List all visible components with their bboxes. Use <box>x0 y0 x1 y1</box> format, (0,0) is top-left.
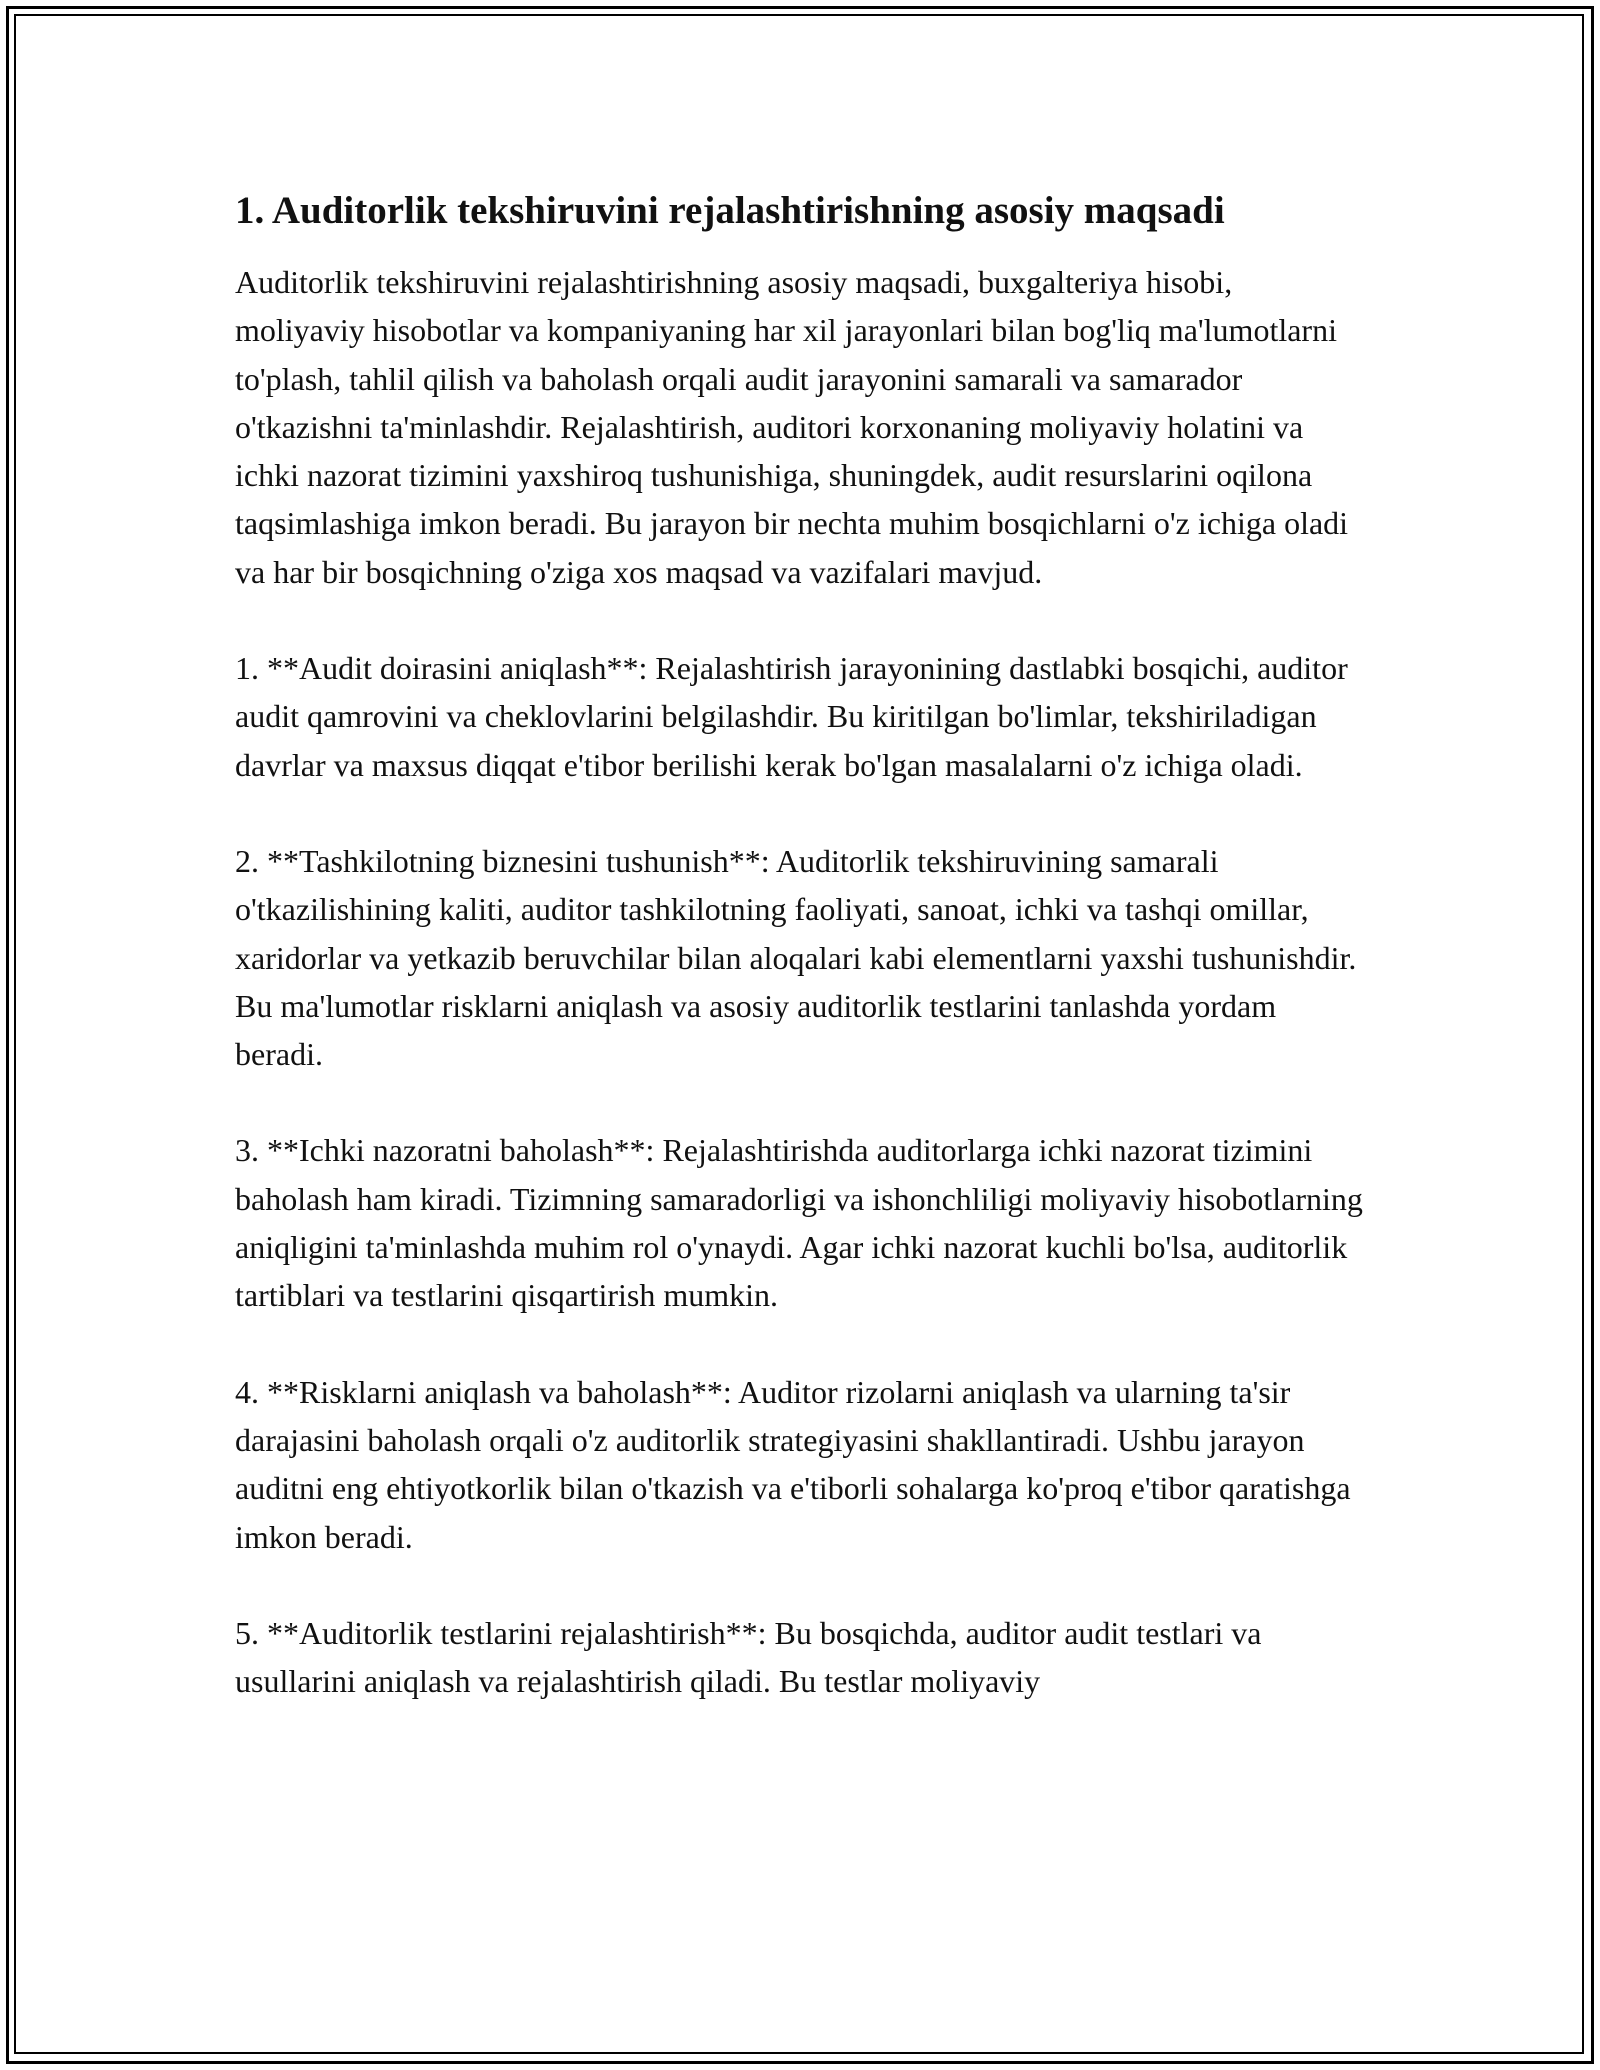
list-item-internal-control: 3. **Ichki nazoratni baholash**: Rejalashtirishda auditorlarga ichki nazorat tizimini baholash ham kiradi. Tizimning samaradorligi va ishonchliligi moliyaviy hisobotlarning aniqligini ta'minlashda muhim rol o'ynaydi. Agar ichki nazorat kuchli bo'lsa, auditorlik tartiblari va testlarini qisqartirish mumkin. <box>235 1132 1363 1314</box>
list-item-audit-testing: 5. **Auditorlik testlarini rejalashtirish**: Bu bosqichda, auditor audit testlari va usullarini aniqlash va rejalashtirish qiladi. Bu testlar moliyaviy <box>235 1614 1262 1700</box>
intro-paragraph: Auditorlik tekshiruvini rejalashtirishning asosiy maqsadi, buxgalteriya hisobi, moliyaviy hisobotlar va kompaniyaning har xil jarayonlari bilan bog'liq ma'lumotlarni to'plash, tahlil qilish va baholash orqali audit jarayonini samarali va samarador o'tkazishni ta'minlashdir. Rejalashtirish, auditori korxonaning moliyaviy holatini va ichki nazorat tizimini yaxshiroq tushunishiga, shuningdek, audit resurslarini oqilona taqsimlashiga imkon beradi. Bu jarayon bir nechta muhim bosqichlarni o'z ichiga oladi va har bir bosqichning o'ziga xos maqsad va vazifalari mavjud. <box>235 264 1349 590</box>
section-heading: 1. Auditorlik tekshiruvini rejalashtirishning asosiy maqsadi <box>235 189 1225 232</box>
document-body <box>235 186 1365 1753</box>
list-item-audit-scope: 1. **Audit doirasini aniqlash**: Rejalashtirish jarayonining dastlabki bosqichi, auditor audit qamrovini va cheklovlarini belgilashdir. Bu kiritilgan bo'limlar, tekshiriladigan davrlar va maxsus diqqat e'tibor berilishi kerak bo'lgan masalalarni o'z ichiga oladi. <box>235 650 1348 783</box>
list-item-risk-assessment: 4. **Risklarni aniqlash va baholash**: Auditor rizolarni aniqlash va ularning ta'sir darajasini baholash orqali o'z auditorlik strategiyasini shakllantiradi. Ushbu jarayon auditni eng ehtiyotkorlik bilan o'tkazish va e'tiborli sohalarga ko'proq e'tibor qaratishga imkon beradi. <box>235 1373 1351 1555</box>
list-item-understanding-business: 2. **Tashkilotning biznesini tushunish**: Auditorlik tekshiruvining samarali o'tkazilishining kaliti, auditor tashkilotning faoliyati, sanoat, ichki va tashqi omillar, xaridorlar va yetkazib beruvchilar bilan aloqalari kabi elementlarni yaxshi tushunishdir. Bu ma'lumotlar risklarni aniqlash va asosiy auditorlik testlarini tanlashda yordam beradi. <box>235 842 1357 1073</box>
